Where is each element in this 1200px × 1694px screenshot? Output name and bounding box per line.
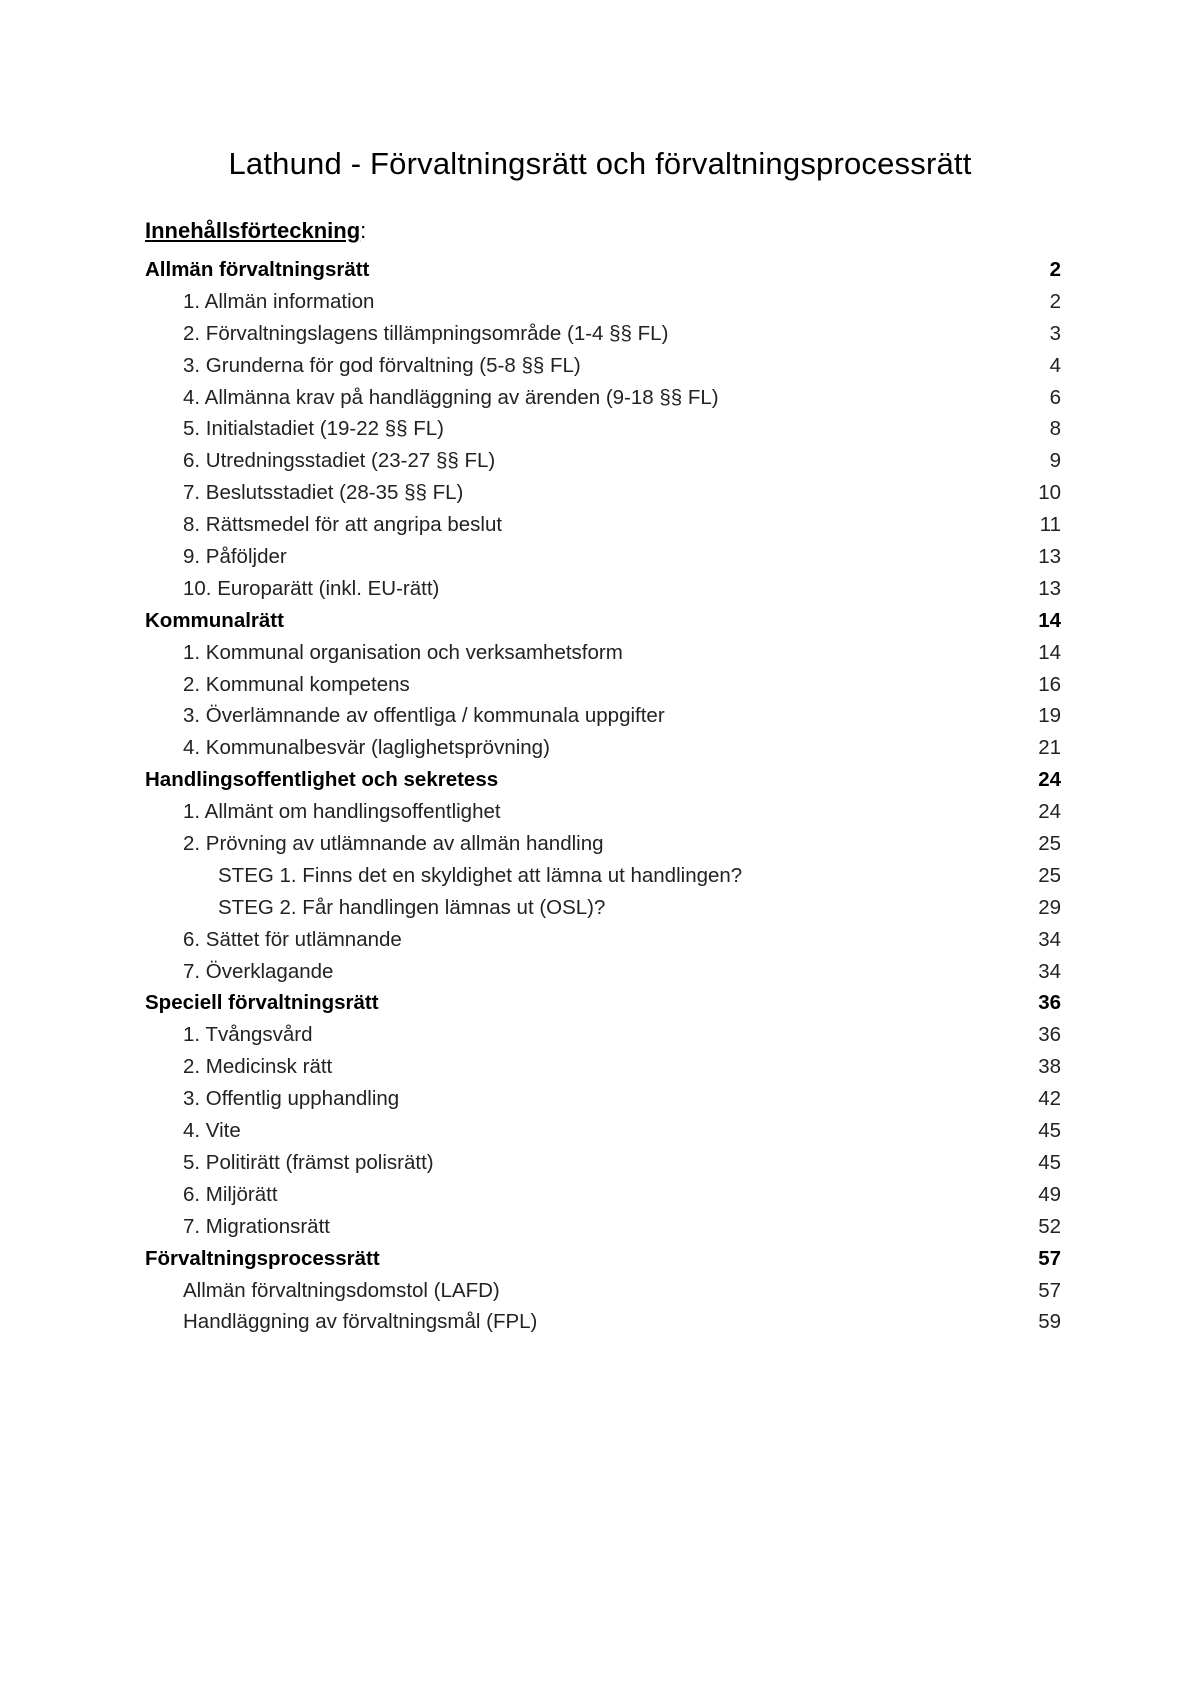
toc-entry-label: Allmän förvaltningsdomstol (LAFD) [183,1278,500,1302]
toc-entry-label: 3. Offentlig upphandling [183,1087,400,1111]
toc-entry-label: 2. Kommunal kompetens [183,672,410,696]
toc-entry[interactable] [145,956,1061,988]
document-title: Lathund - Förvaltningsrätt och förvaltningsprocessrätt [228,146,972,181]
toc-page-number: 29 [1038,895,1061,919]
toc-entry-label: 4. Kommunalbesvär (laglighetsprövning) [183,736,550,760]
toc-entry[interactable] [145,1083,1061,1115]
toc-page-number: 36 [1038,1023,1061,1047]
toc-page-number: 59 [1038,1310,1061,1334]
toc-entry-label: 1. Kommunal organisation och verksamhetsform [183,640,623,664]
toc-entry-label: 6. Miljörätt [183,1182,278,1206]
toc-section[interactable] [145,764,1061,796]
toc-entry-label: STEG 1. Finns det en skyldighet att lämna ut handlingen? [218,863,743,887]
toc-entry[interactable] [145,413,1061,445]
toc-page-number: 2 [1049,258,1061,281]
toc-entry[interactable] [145,1211,1061,1243]
toc-page-number: 14 [1038,640,1061,664]
toc-entry-label: Handlingsoffentlighet och sekretess [145,768,499,792]
toc-entry[interactable] [145,828,1061,860]
toc-page-number: 25 [1038,832,1061,856]
toc-entry-label: Allmän förvaltningsrätt [145,258,370,281]
toc-page-number: 11 [1039,513,1061,537]
toc-page-number: 2 [1049,289,1061,313]
toc-entry-label: 1. Allmän information [183,289,375,313]
toc-page-number: 57 [1038,1278,1061,1302]
toc-entry[interactable] [145,637,1061,669]
toc-entry[interactable] [145,860,1061,892]
toc-page-number: 9 [1049,449,1061,473]
toc-page-number: 14 [1038,608,1061,632]
toc-entry[interactable] [145,318,1061,350]
toc-page-number: 49 [1038,1182,1061,1206]
toc-heading-label: Innehållsförteckning [145,218,361,243]
toc-entry-label: Förvaltningsprocessrätt [145,1246,380,1270]
toc-entry-label: 4. Allmänna krav på handläggning av ärenden (9-18 §§ FL) [183,385,719,409]
toc-heading-suffix: : [360,218,367,243]
toc-entry[interactable] [145,1147,1061,1179]
toc-entry-label: 1. Tvångsvård [183,1023,313,1047]
toc-page-number: 38 [1038,1055,1061,1079]
toc-entry-label: 7. Migrationsrätt [183,1214,330,1238]
toc-entry[interactable] [145,286,1061,318]
toc-section[interactable] [145,1243,1061,1275]
toc-section[interactable] [145,605,1061,637]
toc-page-number: 4 [1049,353,1061,377]
toc-entry[interactable] [145,1306,1061,1338]
toc-entry-label: 6. Sättet för utlämnande [183,927,402,951]
toc-entry-label: Kommunalrätt [145,608,284,632]
toc-entry[interactable] [145,1019,1061,1051]
toc-entry-label: 2. Prövning av utlämnande av allmän handling [183,832,604,856]
toc-entry-label: 2. Förvaltningslagens tillämpningsområde (1-4 §§ FL) [183,321,669,345]
toc-page-number: 45 [1038,1119,1061,1143]
toc-page-number: 42 [1038,1087,1061,1111]
toc-page-number: 34 [1038,959,1061,983]
toc-entry-label: Handläggning av förvaltningsmål (FPL) [183,1310,538,1334]
toc-entry[interactable] [145,924,1061,956]
toc-entry-label: 3. Grunderna för god förvaltning (5-8 §§ FL) [183,353,581,377]
toc-page-number: 24 [1038,768,1061,792]
toc-page-number: 21 [1038,736,1061,760]
toc-entry-label: 8. Rättsmedel för att angripa beslut [183,513,503,537]
toc-page-number: 45 [1038,1150,1061,1174]
toc-entry-label: 4. Vite [183,1119,241,1143]
toc-entry[interactable] [145,541,1061,573]
toc-page-number: 16 [1038,672,1061,696]
toc-entry[interactable] [145,1051,1061,1083]
toc-page-number: 13 [1038,576,1061,600]
toc-entry[interactable] [145,382,1061,414]
toc-entry-label: 7. Beslutsstadiet (28-35 §§ FL) [183,481,464,505]
toc-heading [145,218,366,244]
toc-entry[interactable] [145,892,1061,924]
toc-page-number: 25 [1038,863,1061,887]
toc-section[interactable] [145,254,1061,286]
toc-entry[interactable] [145,445,1061,477]
toc-page-number: 57 [1038,1246,1061,1270]
toc-entry[interactable] [145,1275,1061,1307]
toc-page-number: 52 [1038,1214,1061,1238]
toc-entry-label: 7. Överklagande [183,959,334,983]
toc-entry-label: 10. Europarätt (inkl. EU-rätt) [183,576,440,600]
toc-entry[interactable] [145,477,1061,509]
toc-section[interactable] [145,987,1061,1019]
toc-page-number: 3 [1049,321,1061,345]
toc-entry-label: 9. Påföljder [183,545,287,569]
toc-entry-label: STEG 2. Får handlingen lämnas ut (OSL)? [218,895,606,919]
toc-entry[interactable] [145,350,1061,382]
toc-page-number: 36 [1038,991,1061,1015]
toc-entry[interactable] [145,509,1061,541]
toc-entry-label: 2. Medicinsk rätt [183,1055,333,1079]
toc-entry-label: 5. Politirätt (främst polisrätt) [183,1150,434,1174]
toc-entry-label: 3. Överlämnande av offentliga / kommunala uppgifter [183,704,665,728]
toc-entry-label: 5. Initialstadiet (19-22 §§ FL) [183,417,444,441]
toc-entry[interactable] [145,732,1061,764]
toc-page-number: 6 [1049,385,1061,409]
toc-entry[interactable] [145,669,1061,701]
toc-entry[interactable] [145,573,1061,605]
toc-entry[interactable] [145,1115,1061,1147]
toc-entry-label: 6. Utredningsstadiet (23-27 §§ FL) [183,449,496,473]
toc-entry[interactable] [145,1179,1061,1211]
toc-page-number: 24 [1038,800,1061,824]
toc-entry[interactable] [145,700,1061,732]
toc-page-number: 34 [1038,927,1061,951]
toc-page-number: 8 [1049,417,1061,441]
toc-entry-label: Speciell förvaltningsrätt [145,991,379,1015]
toc-page-number: 10 [1038,481,1061,505]
toc-page-number: 13 [1038,545,1061,569]
table-of-contents [145,254,1061,1338]
toc-entry[interactable] [145,796,1061,828]
toc-page-number: 19 [1038,704,1061,728]
toc-entry-label: 1. Allmänt om handlingsoffentlighet [183,800,501,824]
